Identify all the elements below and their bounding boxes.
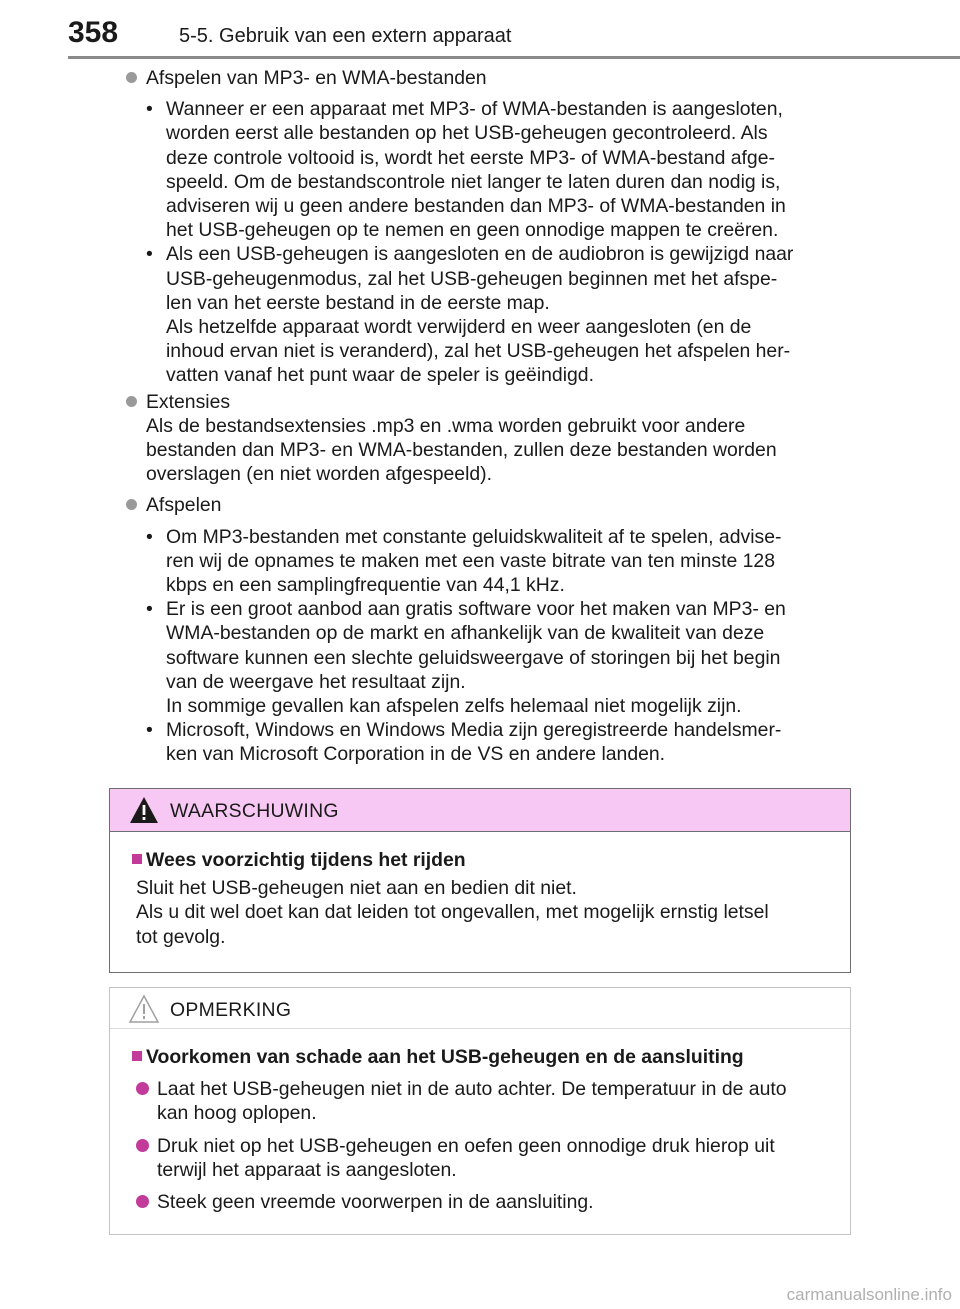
line: Wanneer er een apparaat met MP3- of WMA-bestanden is aangesloten, [166,98,783,121]
caution-triangle-icon [128,994,160,1024]
bullet-dot-icon [136,1082,149,1095]
bullet-extensies [108,390,852,414]
warning-text [132,876,836,949]
line: Microsoft, Windows en Windows Media zijn geregistreerde handelsmer- [166,719,782,742]
warning-title: WAARSCHUWING [170,800,339,822]
section-title: 5-5. Gebruik van een extern apparaat [179,25,512,47]
note-heading [132,1045,836,1069]
line: kbps en een samplingfrequentie van 44,1 kHz. [166,574,565,597]
line: deze controle voltooid is, wordt het eerste MP3- of WMA-bestand afge- [166,146,775,169]
line: Als de bestandsextensies .mp3 en .wma worden gebruikt voor andere [146,414,746,437]
line: Sluit het USB-geheugen niet aan en bedien dit niet. [136,877,577,900]
sub-item [108,597,852,718]
sub-item [108,718,852,766]
bullet-title: Afspelen [146,494,222,517]
line: worden eerst alle bestanden op het USB-geheugen gecontroleerd. Als [166,122,768,145]
note-point [132,1077,836,1125]
warning-box [109,788,851,973]
warning-heading-text: Wees voorzichtig tijdens het rijden [146,849,466,871]
line: Steek geen vreemde voorwerpen in de aansluiting. [157,1191,594,1214]
line: overslagen (en niet worden afgespeeld). [146,463,493,486]
line: vatten vanaf het punt waar de speler is geëindigd. [166,364,594,387]
bullet-title: Extensies [146,390,231,413]
bullet-icon: • [146,719,153,742]
line: In sommige gevallen kan afspelen zelfs helemaal niet mogelijk zijn. [166,695,742,718]
line: USB-geheugenmodus, zal het USB-geheugen beginnen met het afspe- [166,267,778,290]
bullet-dot-icon [126,72,137,83]
bullet-icon: • [146,243,153,266]
line: Er is een groot aanbod aan gratis software voor het maken van MP3- en [166,598,786,621]
line: software kunnen een slechte geluidsweergave of storingen bij het begin [166,646,781,669]
line: Als hetzelfde apparaat wordt verwijderd en weer aangesloten (en de [166,316,752,339]
warning-triangle-icon [128,795,160,825]
line: len van het eerste bestand in de eerste map. [166,291,550,314]
line: kan hoog oplopen. [157,1102,317,1125]
page-number: 358 [68,16,119,49]
line: bestanden dan MP3- en WMA-bestanden, zullen deze bestanden worden [146,439,777,462]
line: het USB-geheugen op te nemen en geen onnodige mappen te creëren. [166,219,779,242]
bullet-dot-icon [136,1139,149,1152]
main-content [108,66,852,767]
line: adviseren wij u geen andere bestanden dan MP3- of WMA-bestanden in [166,195,786,218]
sub-item [108,97,852,242]
bullet-dot-icon [126,396,137,407]
line: van de weergave het resultaat zijn. [166,670,466,693]
warning-header [110,789,850,832]
paragraph [108,414,852,487]
sub-item [108,525,852,598]
warning-body [110,832,850,949]
note-point [132,1190,836,1214]
bullet-icon: • [146,98,153,121]
note-header [110,988,850,1029]
line: Laat het USB-geheugen niet in de auto achter. De temperatuur in de auto [157,1078,787,1101]
note-title: OPMERKING [170,999,292,1021]
line: tot gevolg. [136,925,226,948]
note-point [132,1134,836,1182]
line: speeld. Om de bestandscontrole niet langer te laten duren dan nodig is, [166,170,781,193]
bullet-dot-icon [126,499,137,510]
note-body [110,1029,850,1214]
line: terwijl het apparaat is aangesloten. [157,1158,457,1181]
bullet-mp3-wma [108,66,852,90]
note-box [109,987,851,1235]
sub-item [108,242,852,387]
line: ken van Microsoft Corporation in de VS en andere landen. [166,743,666,766]
line: inhoud ervan niet is veranderd), zal het USB-geheugen het afspelen her- [166,340,791,363]
line: Om MP3-bestanden met constante geluidskwaliteit af te spelen, advise- [166,525,782,548]
warning-heading [132,848,836,872]
line: ren wij de opnames te maken met een vaste bitrate van ten minste 128 [166,549,775,572]
bullet-icon: • [146,598,153,621]
watermark: carmanualsonline.info [786,1285,952,1304]
note-heading-text: Voorkomen van schade aan het USB-geheugen en de aansluiting [146,1046,744,1068]
square-bullet-icon [132,1051,142,1061]
bullet-icon: • [146,525,153,548]
line: Als u dit wel doet kan dat leiden tot ongevallen, met mogelijk ernstig letsel [136,901,769,924]
page-header [68,16,960,58]
line: WMA-bestanden op de markt en afhankelijk van de kwaliteit van deze [166,622,765,645]
line: Druk niet op het USB-geheugen en oefen geen onnodige druk hierop uit [157,1134,775,1157]
bullet-dot-icon [136,1195,149,1208]
bullet-afspelen [108,493,852,517]
header-rule [68,56,960,59]
bullet-title: Afspelen van MP3- en WMA-bestanden [146,67,487,89]
square-bullet-icon [132,854,142,864]
line: Als een USB-geheugen is aangesloten en de audiobron is gewijzigd naar [166,243,794,266]
